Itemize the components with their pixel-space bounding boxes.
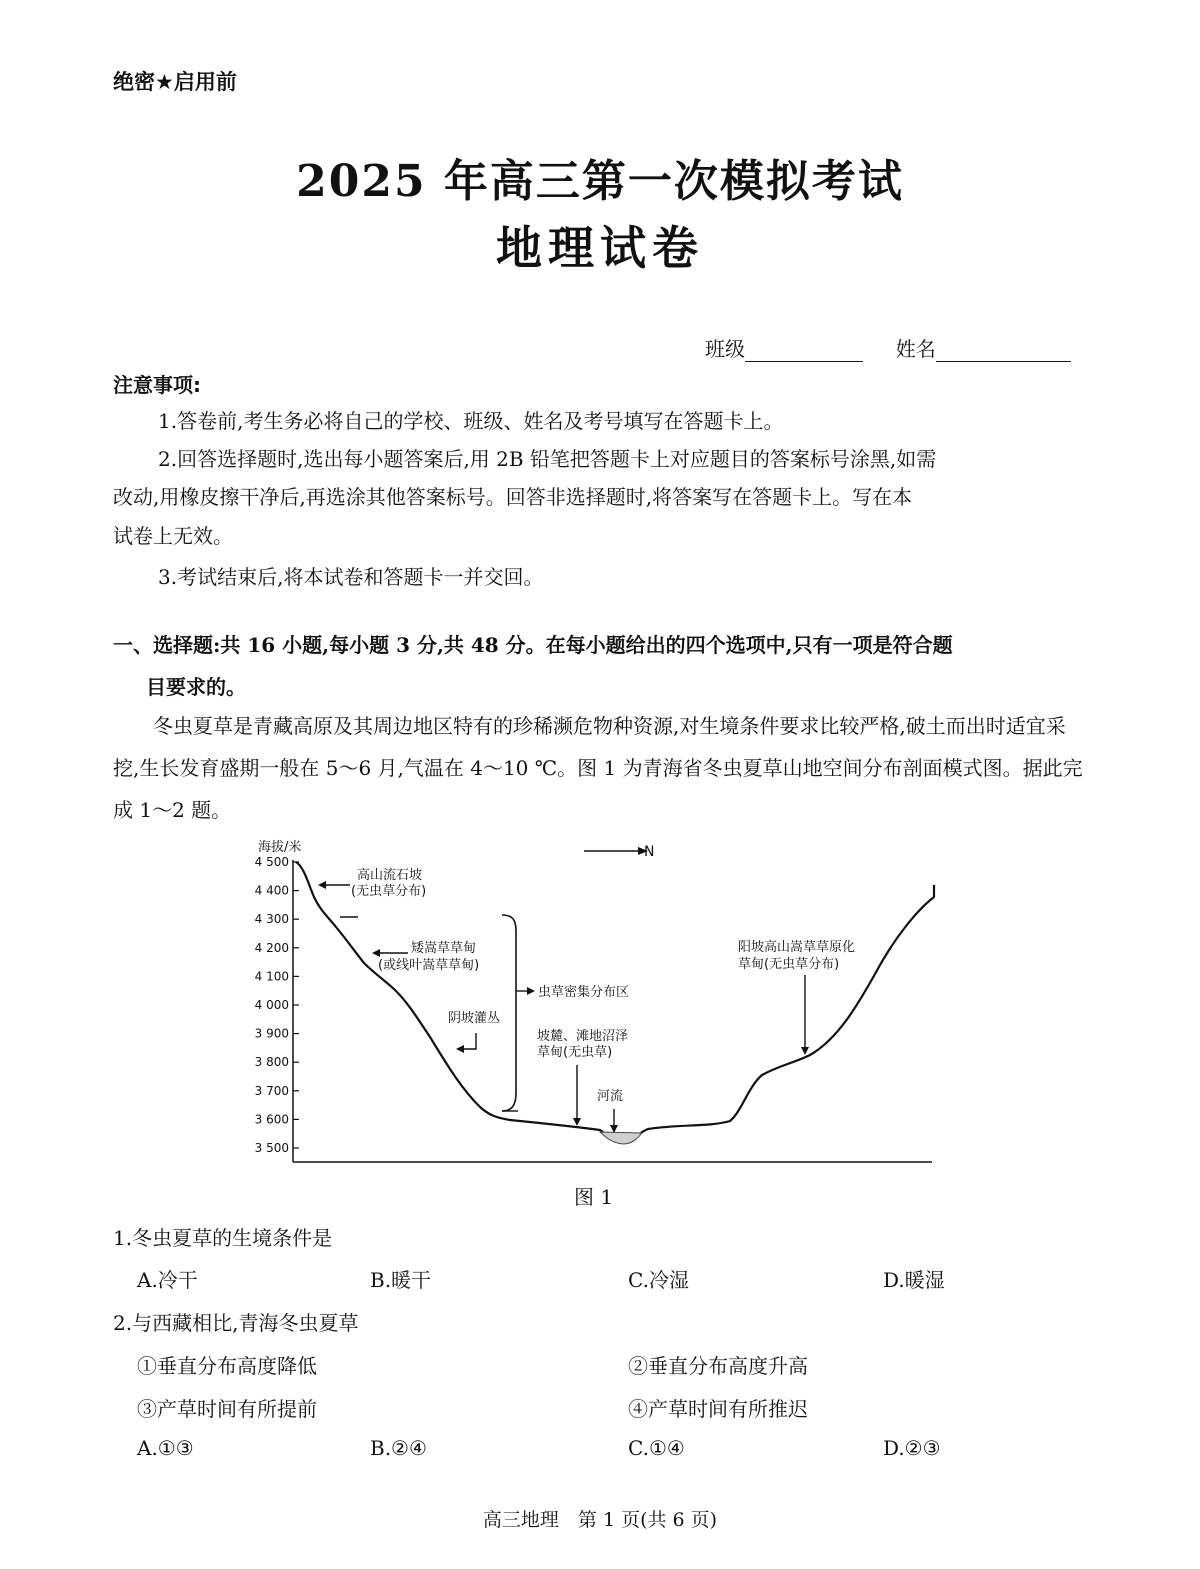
label-river: 河流 xyxy=(597,1089,624,1104)
shrub-arrow xyxy=(462,1033,476,1049)
name-label: 姓名 xyxy=(895,337,936,361)
q2-statement-2: ②垂直分布高度升高 xyxy=(628,1354,808,1378)
q1-option-d[interactable]: D.暖湿 xyxy=(883,1268,945,1292)
q1-option-b[interactable]: B.暖干 xyxy=(370,1268,432,1292)
notice-item-2-line2: 改动,用橡皮擦干净后,再选涂其他答案标号。回答非选择题时,将答案写在答题卡上。写在本 xyxy=(113,485,913,509)
q2-option-c[interactable]: C.①④ xyxy=(628,1436,685,1460)
label-meadow-2: (或线叶嵩草草甸) xyxy=(378,958,480,973)
scree-arrowhead xyxy=(318,881,326,889)
label-scree-2: (无虫草分布) xyxy=(351,884,427,899)
y-tick-label: 3 900 xyxy=(254,1026,289,1041)
y-tick-label: 4 300 xyxy=(254,912,289,927)
notice-item-2-line1: 2.回答选择题时,选出每小题答案后,用 2B 铅笔把答题卡上对应题目的答案标号涂黑,如需 xyxy=(158,447,937,471)
question-1-stem: 1.冬虫夏草的生境条件是 xyxy=(113,1226,333,1250)
exam-title: 2025 年高三第一次模拟考试 xyxy=(296,156,904,207)
exam-subject: 地理试卷 xyxy=(496,221,704,275)
sunny-slope-arrowhead xyxy=(801,1047,809,1055)
q2-option-d[interactable]: D.②③ xyxy=(883,1436,941,1460)
label-sunny-slope-1: 阳坡高山嵩草草原化 xyxy=(738,940,856,955)
name-blank[interactable] xyxy=(936,339,1071,362)
y-tick-label: 4 200 xyxy=(254,940,289,955)
label-swamp-2: 草甸(无虫草) xyxy=(537,1045,613,1060)
label-shrub: 阴坡灌丛 xyxy=(448,1011,501,1026)
river-water xyxy=(600,1132,642,1144)
q2-statement-3: ③产草时间有所提前 xyxy=(137,1397,317,1421)
y-tick-label: 4 100 xyxy=(254,969,289,984)
figure-1 xyxy=(240,835,960,1179)
swamp-arrowhead xyxy=(573,1118,581,1126)
y-tick-label: 3 600 xyxy=(254,1112,289,1127)
notice-item-1: 1.答卷前,考生务必将自己的学校、班级、姓名及考号填写在答题卡上。 xyxy=(158,409,784,433)
section-heading xyxy=(113,624,1093,708)
y-tick-label: 3 800 xyxy=(254,1055,289,1070)
label-scree-1: 高山流石坡 xyxy=(357,868,423,883)
label-swamp-1: 坡麓、滩地沼泽 xyxy=(537,1029,629,1044)
north-label: N xyxy=(644,844,655,860)
section-heading-line2: 目要求的。 xyxy=(146,675,246,699)
meadow-arrowhead xyxy=(372,949,380,957)
q2-statement-4: ④产草时间有所推迟 xyxy=(628,1397,808,1421)
class-label: 班级 xyxy=(705,337,745,361)
q2-option-b[interactable]: B.②④ xyxy=(370,1436,427,1460)
question-intro: 冬虫夏草是青藏高原及其周边地区特有的珍稀濒危物种资源,对生境条件要求比较严格,破土而出时适宜采挖,生长发育盛期一般在 5～6 月,气温在 4～10 ℃。图 1 为青海省冬虫夏草山地空间分布剖面模式图。据此完成 1～2 题。 xyxy=(113,714,1083,822)
dense-zone-arrowhead xyxy=(527,987,535,995)
q2-option-a[interactable]: A.①③ xyxy=(137,1436,194,1460)
notice-item-3: 3.考试结束后,将本试卷和答题卡一并交回。 xyxy=(158,565,544,589)
y-tick-label: 3 700 xyxy=(254,1083,289,1098)
terrain-profile-diagram xyxy=(240,835,960,1175)
y-tick-label: 3 500 xyxy=(254,1141,289,1155)
page-footer: 高三地理 第 1 页(共 6 页) xyxy=(482,1509,718,1531)
label-meadow-1: 矮嵩草草甸 xyxy=(411,941,477,956)
label-sunny-slope-2: 草甸(无虫草分布) xyxy=(738,957,840,972)
figure-caption: 图 1 xyxy=(574,1185,614,1209)
label-dense-zone: 虫草密集分布区 xyxy=(538,985,630,1000)
dense-zone-brace xyxy=(502,915,516,1111)
y-axis-label: 海拔/米 xyxy=(258,840,302,855)
notice-heading: 注意事项: xyxy=(113,373,201,397)
section-heading-line1: 一、选择题:共 16 小题,每小题 3 分,共 48 分。在每小题给出的四个选项中,只有一项是符合题 xyxy=(113,633,953,657)
question-2-stem: 2.与西藏相比,青海冬虫夏草 xyxy=(113,1311,359,1335)
q2-statement-1: ①垂直分布高度降低 xyxy=(137,1354,317,1378)
shrub-arrowhead xyxy=(456,1045,464,1053)
confidential-mark: 绝密★启用前 xyxy=(113,70,237,94)
y-tick-label: 4 500 xyxy=(254,855,289,869)
y-tick-label: 4 000 xyxy=(254,998,289,1012)
q1-option-c[interactable]: C.冷湿 xyxy=(628,1268,689,1292)
class-blank[interactable] xyxy=(745,339,863,362)
student-info-fields xyxy=(705,333,1071,362)
q1-option-a[interactable]: A.冷干 xyxy=(137,1268,198,1292)
notice-item-2-line3: 试卷上无效。 xyxy=(113,524,233,548)
y-tick-label: 4 400 xyxy=(254,883,289,898)
